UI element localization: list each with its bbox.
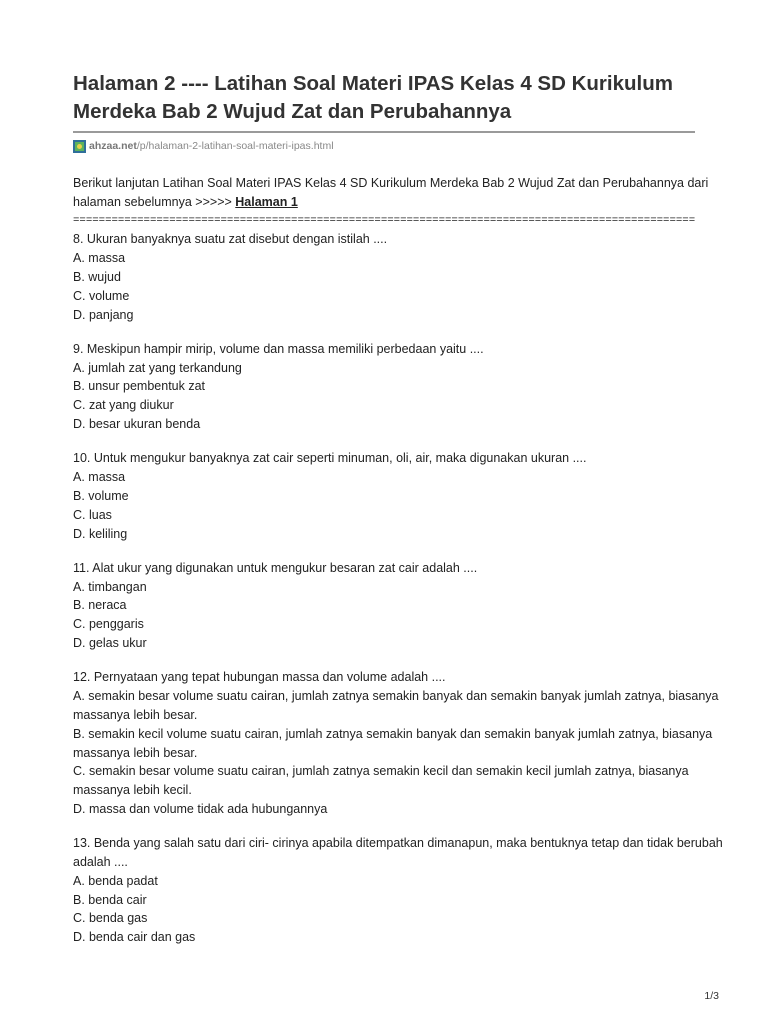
section-divider: ================================================================================================= — [73, 214, 696, 227]
question-text: 9. Meskipun hampir mirip, volume dan massa memiliki perbedaan yaitu .... — [73, 341, 484, 356]
answer-option: D. benda cair dan gas — [73, 930, 196, 945]
question-text: 10. Untuk mengukur banyaknya zat cair seperti minuman, oli, air, maka digunakan ukuran .... — [73, 451, 587, 466]
answer-option: A. timbangan — [73, 579, 147, 594]
answer-option: C. semakin besar volume suatu cairan, jumlah zatnya semakin kecil dan semakin kecil jumlah zatnya, biasanya massanya lebih kecil. — [73, 764, 689, 798]
answer-option: C. benda gas — [73, 911, 148, 926]
question-text: 8. Ukuran banyaknya suatu zat disebut dengan istilah .... — [73, 232, 388, 247]
answer-option: B. volume — [73, 488, 129, 503]
answer-option: A. benda padat — [73, 873, 158, 888]
question-item — [73, 340, 733, 434]
site-favicon-icon — [73, 140, 86, 153]
question-item — [73, 230, 733, 324]
answer-option: C. penggaris — [73, 617, 144, 632]
answer-option: B. neraca — [73, 598, 127, 613]
question-text: 11. Alat ukur yang digunakan untuk mengukur besaran zat cair adalah .... — [73, 560, 478, 575]
answer-option: B. benda cair — [73, 892, 147, 907]
answer-option: C. luas — [73, 507, 112, 522]
article-body — [73, 174, 733, 962]
answer-option: B. wujud — [73, 269, 121, 284]
intro-paragraph — [73, 174, 733, 212]
answer-option: A. jumlah zat yang terkandung — [73, 360, 242, 375]
question-item — [73, 449, 733, 543]
question-text: 13. Benda yang salah satu dari ciri- cirinya apabila ditempatkan dimanapun, maka bentuknya tetap dan tidak berubah adalah .... — [73, 836, 723, 869]
page-title: Halaman 2 ---- Latihan Soal Materi IPAS Kelas 4 SD Kurikulum Merdeka Bab 2 Wujud Zat dan Perubahannya — [73, 72, 673, 123]
question-text: 12. Pernyataan yang tepat hubungan massa dan volume adalah .... — [73, 670, 446, 685]
title-divider — [73, 131, 695, 133]
answer-option: D. gelas ukur — [73, 636, 147, 651]
answer-option: A. semakin besar volume suatu cairan, jumlah zatnya semakin banyak dan semakin banyak jumlah zatnya, biasanya massanya lebih besar. — [73, 689, 719, 722]
source-domain[interactable]: ahzaa.net — [89, 140, 137, 152]
question-list — [73, 230, 733, 947]
answer-option: B. unsur pembentuk zat — [73, 379, 206, 394]
answer-option: D. besar ukuran benda — [73, 417, 201, 432]
answer-option: D. keliling — [73, 526, 128, 541]
intro-text: Berikut lanjutan Latihan Soal Materi IPAS Kelas 4 SD Kurikulum Merdeka Bab 2 Wujud Zat dan Perubahannya dari halaman sebelumnya >>>>> — [73, 176, 709, 209]
question-item — [73, 668, 733, 818]
page-number: 1/3 — [704, 990, 719, 1002]
source-url[interactable] — [73, 138, 334, 154]
halaman-1-link[interactable]: Halaman 1 — [235, 194, 298, 209]
question-item — [73, 834, 733, 947]
source-path[interactable]: /p/halaman-2-latihan-soal-materi-ipas.html — [136, 140, 334, 152]
answer-option: B. semakin kecil volume suatu cairan, jumlah zatnya semakin banyak dan semakin banyak jumlah zatnya, biasanya massanya lebih besar. — [73, 726, 713, 760]
question-item — [73, 559, 733, 653]
answer-option: C. zat yang diukur — [73, 398, 174, 413]
answer-option: D. massa dan volume tidak ada hubungannya — [73, 801, 328, 816]
answer-option: C. volume — [73, 288, 130, 303]
answer-option: A. massa — [73, 251, 126, 266]
answer-option: A. massa — [73, 470, 126, 485]
answer-option: D. panjang — [73, 307, 134, 322]
